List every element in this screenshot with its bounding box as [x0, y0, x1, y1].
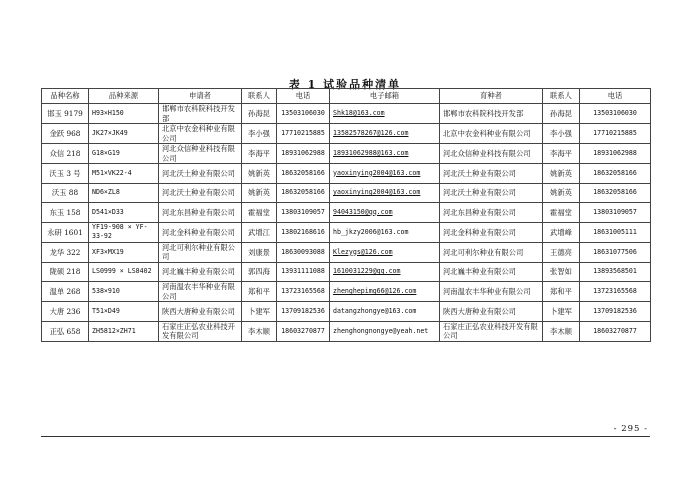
- table-row: [42, 222, 651, 242]
- email-cell[interactable]: 94043150@qq.com: [330, 203, 440, 223]
- breeder-cell: 河北沃土种业有限公司: [440, 164, 543, 184]
- email-cell[interactable]: Klezygs@126.com: [330, 242, 440, 262]
- contact-cell: 姚新英: [242, 183, 277, 203]
- breeder-cell: 邯郸市农科院科技开发部: [440, 104, 543, 124]
- variety-name-cell: 龙华 322: [42, 242, 89, 262]
- phone-cell: 13931111088: [277, 262, 330, 282]
- page-number: - 295 -: [613, 424, 648, 434]
- breeder-phone-cell: 17710215885: [580, 124, 651, 144]
- phone-cell: 13503106030: [277, 104, 330, 124]
- breeder-phone-cell: 18631005111: [580, 222, 651, 242]
- phone-cell: 13802168616: [277, 222, 330, 242]
- breeder-contact-cell: 李海平: [543, 144, 580, 164]
- applicant-cell: 北京中农金科种业有限公司: [159, 124, 242, 144]
- phone-cell: 18632058166: [277, 164, 330, 184]
- variety-name-cell: 沃玉 3 号: [42, 164, 89, 184]
- table-row: [42, 164, 651, 184]
- source-cell: ND6×ZL8: [89, 183, 159, 203]
- source-cell: LS0999 × LS8402: [89, 262, 159, 282]
- contact-cell: 孙海昆: [242, 104, 277, 124]
- breeder-cell: 河北金科种业有限公司: [440, 222, 543, 242]
- email-cell[interactable]: 18931062988@163.com: [330, 144, 440, 164]
- table-body: [42, 104, 651, 342]
- source-cell: ZH5812×ZH71: [89, 321, 159, 341]
- table-row: [42, 203, 651, 223]
- breeder-cell: 河南温农丰华种业有限公司: [440, 282, 543, 302]
- breeder-cell: 河北沃土种业有限公司: [440, 183, 543, 203]
- source-cell: YF19-908 × YF-33-92: [89, 222, 159, 242]
- contact-cell: 李木顺: [242, 321, 277, 341]
- variety-name-cell: 邯玉 9179: [42, 104, 89, 124]
- table-title: 表 1 试验品种清单: [288, 78, 402, 91]
- email-cell[interactable]: 13582578267@126.com: [330, 124, 440, 144]
- breeder-contact-cell: 武增峰: [543, 222, 580, 242]
- email-cell[interactable]: Shk18@163.com: [330, 104, 440, 124]
- breeder-phone-cell: 18632058166: [580, 183, 651, 203]
- header-email: 电子邮箱: [330, 89, 440, 104]
- applicant-cell: 河北众信种业科技有限公司: [159, 144, 242, 164]
- contact-cell: 李海平: [242, 144, 277, 164]
- applicant-cell: 陕西大唐种业有限公司: [159, 302, 242, 322]
- variety-name-cell: 大唐 236: [42, 302, 89, 322]
- breeder-phone-cell: 13709182536: [580, 302, 651, 322]
- email-cell[interactable]: zhenghepimg66@126.com: [330, 282, 440, 302]
- applicant-cell: 河北金科种业有限公司: [159, 222, 242, 242]
- contact-cell: 刘康景: [242, 242, 277, 262]
- source-cell: JK27×JK49: [89, 124, 159, 144]
- breeder-phone-cell: 13893568501: [580, 262, 651, 282]
- applicant-cell: 石家庄正弘农业科技开发有限公司: [159, 321, 242, 341]
- variety-name-cell: 正弘 658: [42, 321, 89, 341]
- table-row: [42, 242, 651, 262]
- variety-name-cell: 众信 218: [42, 144, 89, 164]
- breeder-phone-cell: 18931062988: [580, 144, 651, 164]
- table-row: [42, 282, 651, 302]
- contact-cell: 姚新英: [242, 164, 277, 184]
- table-row: [42, 124, 651, 144]
- phone-cell: 18632058166: [277, 183, 330, 203]
- variety-name-cell: 温单 268: [42, 282, 89, 302]
- phone-cell: 13803109057: [277, 203, 330, 223]
- breeder-contact-cell: 孙海昆: [543, 104, 580, 124]
- breeder-cell: 河北众信种业科技有限公司: [440, 144, 543, 164]
- breeder-cell: 河北可利尔种业有限公司: [440, 242, 543, 262]
- breeder-cell: 陕西大唐种业有限公司: [440, 302, 543, 322]
- header-breeder: 育种者: [440, 89, 543, 104]
- contact-cell: 郑和平: [242, 282, 277, 302]
- contact-cell: 武增江: [242, 222, 277, 242]
- email-cell[interactable]: yaoxinying2004@163.com: [330, 164, 440, 184]
- source-cell: G18×G19: [89, 144, 159, 164]
- variety-name-cell: 陇硕 218: [42, 262, 89, 282]
- email-cell[interactable]: datangzhongye@163.com: [330, 302, 440, 322]
- source-cell: D541×D33: [89, 203, 159, 223]
- breeder-contact-cell: 霍福堂: [543, 203, 580, 223]
- table-row: [42, 104, 651, 124]
- breeder-phone-cell: 18603270877: [580, 321, 651, 341]
- breeder-phone-cell: 13503106030: [580, 104, 651, 124]
- header-breeder-contact: 联系人: [543, 89, 580, 104]
- table-row: [42, 183, 651, 203]
- phone-cell: 18603270877: [277, 321, 330, 341]
- source-cell: M51×VK22-4: [89, 164, 159, 184]
- breeder-phone-cell: 13723165568: [580, 282, 651, 302]
- email-cell[interactable]: 1610031229@qq.com: [330, 262, 440, 282]
- header-variety-name: 品种名称: [42, 89, 89, 104]
- table-row: [42, 144, 651, 164]
- contact-cell: 李小强: [242, 124, 277, 144]
- phone-cell: 17710215885: [277, 124, 330, 144]
- breeder-contact-cell: 郑和平: [543, 282, 580, 302]
- variety-name-cell: 沃玉 88: [42, 183, 89, 203]
- applicant-cell: 河北沃土种业有限公司: [159, 164, 242, 184]
- breeder-contact-cell: 姚新英: [543, 183, 580, 203]
- email-cell[interactable]: yaoxinying2004@163.com: [330, 183, 440, 203]
- email-cell[interactable]: zhenghongnongye@yeah.net: [330, 321, 440, 341]
- variety-name-cell: 东玉 158: [42, 203, 89, 223]
- applicant-cell: 河南温农丰华种业有限公司: [159, 282, 242, 302]
- phone-cell: 13723165568: [277, 282, 330, 302]
- breeder-cell: 河北东昌种业有限公司: [440, 203, 543, 223]
- applicant-cell: 河北巍丰种业有限公司: [159, 262, 242, 282]
- applicant-cell: 河北可利尔种业有限公司: [159, 242, 242, 262]
- phone-cell: 18931062988: [277, 144, 330, 164]
- contact-cell: 卜建军: [242, 302, 277, 322]
- table-row: [42, 321, 651, 341]
- applicant-cell: 河北沃土种业有限公司: [159, 183, 242, 203]
- email-cell[interactable]: hb_jkzy2006@163.com: [330, 222, 440, 242]
- source-cell: T51×D49: [89, 302, 159, 322]
- breeder-phone-cell: 18632058166: [580, 164, 651, 184]
- header-breeder-phone: 电话: [580, 89, 651, 104]
- breeder-cell: 石家庄正弘农业科技开发有限公司: [440, 321, 543, 341]
- breeder-cell: 北京中农金科种业有限公司: [440, 124, 543, 144]
- source-cell: 538×910: [89, 282, 159, 302]
- page-divider: [41, 436, 650, 437]
- variety-name-cell: 永研 1601: [42, 222, 89, 242]
- contact-cell: 郭四海: [242, 262, 277, 282]
- breeder-contact-cell: 卜建军: [543, 302, 580, 322]
- breeder-contact-cell: 姚新英: [543, 164, 580, 184]
- breeder-phone-cell: 13803109057: [580, 203, 651, 223]
- applicant-cell: 河北东昌种业有限公司: [159, 203, 242, 223]
- breeder-phone-cell: 18631077506: [580, 242, 651, 262]
- breeder-contact-cell: 张智如: [543, 262, 580, 282]
- variety-name-cell: 金跃 968: [42, 124, 89, 144]
- phone-cell: 18630093088: [277, 242, 330, 262]
- table-row: [42, 262, 651, 282]
- contact-cell: 霍福堂: [242, 203, 277, 223]
- header-source: 品种来源: [89, 89, 159, 104]
- table-header-row: [42, 89, 651, 104]
- source-cell: H93×H150: [89, 104, 159, 124]
- breeder-contact-cell: 王德亮: [543, 242, 580, 262]
- header-phone: 电话: [277, 89, 330, 104]
- variety-table: [41, 88, 651, 342]
- breeder-contact-cell: 李木顺: [543, 321, 580, 341]
- applicant-cell: 邯郸市农科院科技开发部: [159, 104, 242, 124]
- breeder-contact-cell: 李小强: [543, 124, 580, 144]
- table-row: [42, 302, 651, 322]
- phone-cell: 13709182536: [277, 302, 330, 322]
- header-contact: 联系人: [242, 89, 277, 104]
- source-cell: XF3×MX19: [89, 242, 159, 262]
- breeder-cell: 河北巍丰种业有限公司: [440, 262, 543, 282]
- header-applicant: 申请者: [159, 89, 242, 104]
